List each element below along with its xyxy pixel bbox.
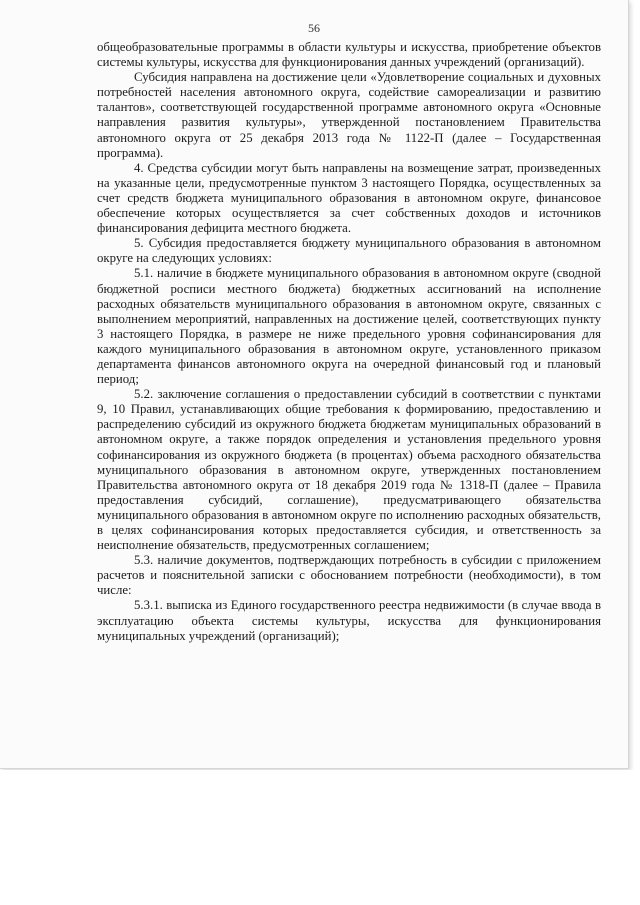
- paragraph-5: 5.1. наличие в бюджете муниципального образования в автономном округе (сводной бюджетной росписи местного бюджета) бюджетных ассигнований на исполнение расходных обязательств муниципального образования в автономном округе, связанных с выполнением мероприятий, направленных на достижение целей, соответствующих пункту 3 настоящего Порядка, в размере не ниже предельного уровня софинансирования для каждого муниципального образования в автономном округе, установленного приказом департамента финансов автономного округа на очередной финансовый год и плановый период;: [97, 266, 601, 387]
- paragraph-3: 4. Средства субсидии могут быть направлены на возмещение затрат, произведенных на указанные цели, предусмотренные пунктом 3 настоящего Порядка, осуществленных за счет средств бюджета муниципального образования в автономном округе, финансовое обеспечение которых осуществляется за счет собственных доходов и источников финансирования дефицита местного бюджета.: [97, 160, 601, 236]
- paragraph-2: Субсидия направлена на достижение цели «Удовлетворение социальных и духовных потребностей населения автономного округа, содействие самореализации и развитию талантов», соответствующей государственной программе автономного округа «Основные направления развития культуры», утвержденной постановлением Правительства автономного округа от 25 декабря 2013 года № 1122-П (далее – Государственная программа).: [97, 70, 601, 160]
- paragraph-1: общеобразовательные программы в области культуры и искусства, приобретение объектов системы культуры, искусства для функционирования данных учреждений (организаций).: [97, 40, 601, 70]
- page-number: 56: [308, 21, 320, 35]
- paragraph-8: 5.3.1. выписка из Единого государственного реестра недвижимости (в случае ввода в эксплуатацию объекта системы культуры, искусства для функционирования муниципальных учреждений (организаций);: [97, 598, 601, 643]
- blank-area: [0, 770, 640, 905]
- document-body: [97, 40, 601, 644]
- paragraph-6: 5.2. заключение соглашения о предоставлении субсидий в соответствии с пунктами 9, 10 Правил, устанавливающих общие требования к формированию, предоставлению и распределению субсидий из окружного бюджета бюджетам муниципальных образований в автономном округе, а также порядок определения и установления предельного уровня софинансирования из окружного бюджета (в процентах) объема расходного обязательства муниципального образования в автономном округе, утвержденных постановлением Правительства автономного округа от 18 декабря 2019 года № 1318-П (далее – Правила предоставления субсидий, соглашение), предусматривающего обязательства муниципального образования в автономном округе по исполнению расходных обязательств, в целях софинансирования которых предоставляется субсидия, и ответственность за неисполнение обязательств, предусмотренных соглашением;: [97, 387, 601, 553]
- paragraph-7: 5.3. наличие документов, подтверждающих потребность в субсидии с приложением расчетов и пояснительной записки с обоснованием потребности (необходимости), в том числе:: [97, 553, 601, 598]
- paragraph-4: 5. Субсидия предоставляется бюджету муниципального образования в автономном округе на следующих условиях:: [97, 236, 601, 266]
